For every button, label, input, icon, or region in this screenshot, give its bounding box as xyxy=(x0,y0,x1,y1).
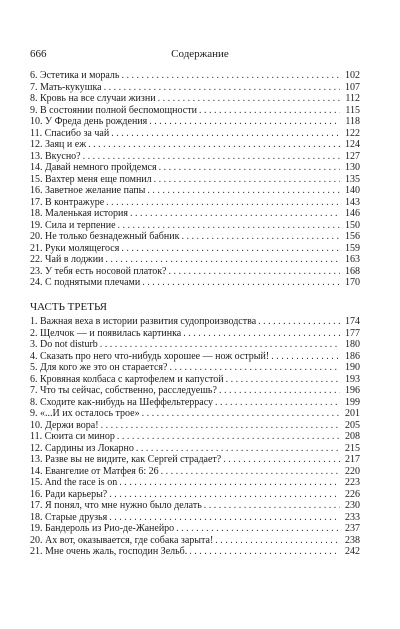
toc-entry xyxy=(30,162,360,174)
toc-entry-title: 6. Кровяная колбаса с картофелем и капустой xyxy=(30,373,224,385)
part-three-heading: ЧАСТЬ ТРЕТЬЯ xyxy=(30,301,108,313)
toc-entry-page: 115 xyxy=(345,104,360,116)
dot-leader xyxy=(104,82,340,94)
toc-entry-title: 21. Руки молящегося xyxy=(30,242,120,254)
toc-entry-page: 168 xyxy=(345,265,360,277)
toc-entry xyxy=(30,151,360,163)
toc-entry xyxy=(30,512,360,524)
toc-entry xyxy=(30,277,360,289)
toc-entry xyxy=(30,466,360,478)
toc-entry-page: 156 xyxy=(345,231,360,242)
dot-leader xyxy=(83,151,340,163)
toc-entry-page: 193 xyxy=(345,373,360,385)
toc-entry-title: 23. У тебя есть носовой платок? xyxy=(30,265,167,277)
toc-entry-page: 205 xyxy=(345,419,360,431)
dot-leader xyxy=(161,466,340,478)
toc-entry-title: 1. Важная веха в истории развития судопроизводства xyxy=(30,316,257,327)
toc-entry-page: 237 xyxy=(345,523,360,534)
toc-entry-title: 9. В состоянии полной беспомощности xyxy=(30,104,197,116)
toc-entry-title: 4. Сказать про него что-нибудь хорошее — нож острый! xyxy=(30,350,270,362)
dot-leader xyxy=(204,500,340,512)
toc-list-part-three xyxy=(30,316,360,558)
toc-entry xyxy=(30,339,360,351)
dot-leader xyxy=(121,70,340,82)
toc-entry xyxy=(30,316,360,328)
toc-entry-page: 143 xyxy=(345,196,360,208)
toc-entry-title: 12. Заяц и еж xyxy=(30,139,87,150)
toc-entry-page: 226 xyxy=(345,488,360,500)
toc-entry-title: 10. У Фреда день рождения xyxy=(30,116,148,127)
dot-leader xyxy=(88,139,340,151)
toc-entry-title: 6. Эстетика и мораль xyxy=(30,70,120,81)
toc-entry-page: 159 xyxy=(345,242,360,254)
dot-leader xyxy=(223,454,340,466)
toc-entry-page: 217 xyxy=(345,454,360,465)
toc-entry-title: 14. Евангелие от Матфея 6: 26 xyxy=(30,465,159,477)
toc-entry xyxy=(30,397,360,409)
dot-leader xyxy=(181,231,340,243)
toc-entry xyxy=(30,139,360,151)
toc-entry-page: 215 xyxy=(345,442,360,454)
toc-entry xyxy=(30,243,360,255)
toc-entry-title: 7. Мать-кукушка xyxy=(30,81,102,93)
toc-entry-title: 7. Что ты сейчас, собственно, расследуешь? xyxy=(30,385,217,396)
toc-entry-title: 20. Ах вот, оказывается, где собака зарыта! xyxy=(30,534,214,546)
dot-leader xyxy=(130,208,340,220)
toc-entry xyxy=(30,489,360,501)
dot-leader xyxy=(154,174,340,186)
toc-entry-title: 19. Сила и терпение xyxy=(30,219,116,231)
toc-entry xyxy=(30,523,360,535)
toc-entry-title: 18. Маленькая история xyxy=(30,208,128,219)
toc-entry xyxy=(30,174,360,186)
toc-entry-title: 11. Сюита си минор xyxy=(30,431,115,442)
toc-entry xyxy=(30,546,360,558)
toc-entry-title: 16. Ради карьеры? xyxy=(30,488,108,500)
toc-entry xyxy=(30,362,360,374)
page-title: Содержание xyxy=(171,48,229,60)
toc-entry-page: 186 xyxy=(345,350,360,362)
toc-entry xyxy=(30,535,360,547)
toc-entry xyxy=(30,454,360,466)
toc-entry xyxy=(30,82,360,94)
toc-entry xyxy=(30,266,360,278)
toc-entry xyxy=(30,231,360,243)
dot-leader xyxy=(105,254,340,266)
toc-entry-title: 19. Бандероль из Рио-де-Жанейро xyxy=(30,523,175,534)
dot-leader xyxy=(106,197,340,209)
toc-entry-page: 199 xyxy=(345,396,360,408)
toc-entry xyxy=(30,477,360,489)
dot-leader xyxy=(119,477,340,489)
toc-entry-title: 12. Сардины из Локарно xyxy=(30,442,134,454)
toc-entry-title: 15. And the race is on xyxy=(30,477,118,488)
toc-entry xyxy=(30,408,360,420)
toc-entry-page: 242 xyxy=(345,546,360,557)
toc-entry xyxy=(30,208,360,220)
toc-list-part-two xyxy=(30,70,360,289)
toc-entry-page: 135 xyxy=(345,173,360,185)
toc-entry-page: 201 xyxy=(345,408,360,419)
dot-leader xyxy=(169,362,340,374)
toc-entry xyxy=(30,70,360,82)
toc-entry xyxy=(30,197,360,209)
toc-entry-page: 190 xyxy=(345,362,360,373)
toc-entry-page: 118 xyxy=(345,116,360,127)
toc-entry xyxy=(30,116,360,128)
toc-entry-page: 163 xyxy=(345,254,360,265)
toc-entry-page: 208 xyxy=(345,431,360,442)
dot-leader xyxy=(189,546,340,558)
toc-entry-title: 2. Щелчок — и появилась картинка xyxy=(30,327,182,339)
toc-entry-title: 5. Для кого же это он старается? xyxy=(30,362,168,373)
dot-leader xyxy=(219,385,340,397)
toc-entry xyxy=(30,374,360,386)
toc-entry-title: 13. Разве вы не видите, как Сергей страдает? xyxy=(30,454,222,465)
dot-leader xyxy=(176,523,340,535)
toc-entry-page: 177 xyxy=(345,327,360,339)
toc-entry-title: 18. Старые друзья xyxy=(30,511,108,523)
dot-leader xyxy=(199,105,340,117)
toc-entry xyxy=(30,93,360,105)
dot-leader xyxy=(183,328,340,340)
toc-entry-title: 13. Вкусно? xyxy=(30,150,81,162)
toc-entry xyxy=(30,351,360,363)
toc-entry-title: 8. Кровь на все случаи жизни xyxy=(30,93,156,104)
page-header xyxy=(30,47,370,61)
toc-entry-page: 223 xyxy=(345,477,360,488)
toc-entry-page: 196 xyxy=(345,385,360,396)
dot-leader xyxy=(121,243,340,255)
toc-entry-title: 20. Не только безнадежный бабник xyxy=(30,231,180,242)
toc-entry-page: 174 xyxy=(345,316,360,327)
toc-entry xyxy=(30,420,360,432)
dot-leader xyxy=(271,351,340,363)
toc-entry-page: 170 xyxy=(345,277,360,288)
toc-entry-page: 140 xyxy=(345,185,360,196)
toc-entry-page: 233 xyxy=(345,511,360,523)
toc-entry-title: 17. Я понял, что мне нужно было делать xyxy=(30,500,202,511)
toc-entry xyxy=(30,443,360,455)
toc-entry-title: 11. Спасибо за чай xyxy=(30,127,110,139)
dot-leader xyxy=(258,316,340,328)
dot-leader xyxy=(149,116,340,128)
dot-leader xyxy=(147,185,340,197)
toc-entry-title: 8. Сходите как-нибудь на Шеффельтеррасу xyxy=(30,396,214,408)
toc-entry-page: 124 xyxy=(345,139,360,150)
toc-entry xyxy=(30,385,360,397)
toc-entry-title: 10. Держи вора! xyxy=(30,419,99,431)
dot-leader xyxy=(118,220,340,232)
dot-leader xyxy=(109,489,340,501)
toc-entry xyxy=(30,254,360,266)
dot-leader xyxy=(158,93,340,105)
toc-entry-title: 14. Давай немного пройдемся xyxy=(30,162,157,173)
toc-entry xyxy=(30,500,360,512)
toc-entry-title: 24. С поднятыми плечами xyxy=(30,277,141,288)
toc-entry xyxy=(30,128,360,140)
dot-leader xyxy=(109,512,340,524)
dot-leader xyxy=(215,397,340,409)
toc-entry-title: 22. Чай в лоджии xyxy=(30,254,104,265)
dot-leader xyxy=(111,128,340,140)
dot-leader xyxy=(142,277,340,289)
dot-leader xyxy=(100,339,340,351)
dot-leader xyxy=(101,420,340,432)
toc-entry-page: 107 xyxy=(345,81,360,93)
toc-entry-page: 130 xyxy=(345,162,360,173)
toc-entry-page: 102 xyxy=(345,70,360,81)
toc-entry-title: 15. Вахтер меня еще помнил xyxy=(30,173,152,185)
dot-leader xyxy=(117,431,340,443)
dot-leader xyxy=(136,443,340,455)
dot-leader xyxy=(142,408,340,420)
toc-entry-title: 16. Заветное желание папы xyxy=(30,185,146,196)
toc-entry-page: 112 xyxy=(345,93,360,104)
toc-entry xyxy=(30,185,360,197)
toc-entry xyxy=(30,220,360,232)
toc-entry-page: 146 xyxy=(345,208,360,219)
dot-leader xyxy=(168,266,340,278)
toc-entry-page: 122 xyxy=(345,127,360,139)
page-number: 666 xyxy=(30,48,47,60)
toc-entry-page: 230 xyxy=(345,500,360,511)
toc-entry-page: 180 xyxy=(345,339,360,350)
toc-entry-page: 238 xyxy=(345,534,360,546)
toc-entry-title: 21. Мне очень жаль, господин Зельб. xyxy=(30,546,188,557)
toc-entry-page: 127 xyxy=(345,150,360,162)
toc-entry-page: 150 xyxy=(345,219,360,231)
toc-entry-title: 17. В контражуре xyxy=(30,196,105,208)
dot-leader xyxy=(159,162,340,174)
dot-leader xyxy=(226,374,340,386)
dot-leader xyxy=(215,535,340,547)
toc-entry xyxy=(30,431,360,443)
toc-entry-title: 9. «...И их осталось трое» xyxy=(30,408,140,419)
toc-entry xyxy=(30,328,360,340)
toc-entry-page: 220 xyxy=(345,465,360,477)
toc-entry xyxy=(30,105,360,117)
toc-entry-title: 3. Do not disturb xyxy=(30,339,98,350)
